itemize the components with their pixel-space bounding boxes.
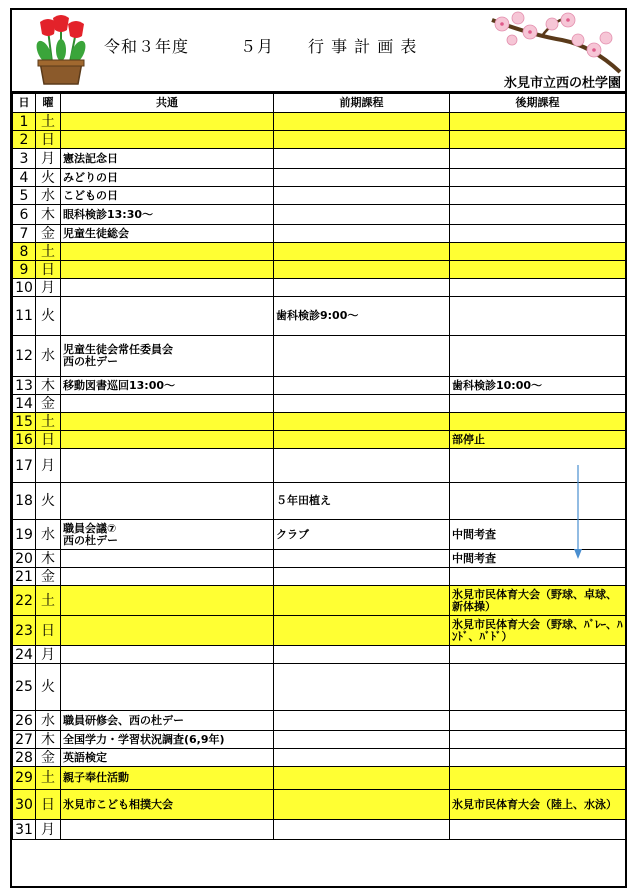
day-cell: 6 (13, 205, 36, 225)
day-cell: 1 (13, 113, 36, 131)
common-cell: みどりの日 (61, 169, 274, 187)
table-row (13, 790, 626, 820)
early-cell (274, 336, 450, 377)
weekday-cell: 土 (36, 413, 61, 431)
day-cell: 3 (13, 149, 36, 169)
common-cell (61, 297, 274, 336)
table-row (13, 731, 626, 749)
table-row (13, 395, 626, 413)
late-cell: 歯科検診10:00～ (450, 377, 626, 395)
table-row (13, 568, 626, 586)
day-cell: 2 (13, 131, 36, 149)
early-cell (274, 449, 450, 483)
sheet-header (12, 10, 625, 93)
day-cell: 11 (13, 297, 36, 336)
late-cell: 氷見市民体育大会（陸上、水泳） (450, 790, 626, 820)
early-cell (274, 731, 450, 749)
table-row (13, 664, 626, 711)
table-row (13, 767, 626, 790)
late-cell (450, 187, 626, 205)
table-row (13, 820, 626, 840)
table-row (13, 431, 626, 449)
day-cell: 12 (13, 336, 36, 377)
weekday-cell: 木 (36, 205, 61, 225)
table-row (13, 149, 626, 169)
day-cell: 27 (13, 731, 36, 749)
table-row (13, 749, 626, 767)
early-cell (274, 586, 450, 616)
page-title: 令和３年度 ５月 行 事 計 画 表 (104, 37, 418, 56)
early-cell: クラブ (274, 520, 450, 550)
common-cell (61, 568, 274, 586)
late-cell (450, 731, 626, 749)
weekday-cell: 土 (36, 586, 61, 616)
weekday-cell: 木 (36, 731, 61, 749)
table-row (13, 550, 626, 568)
early-cell (274, 113, 450, 131)
late-cell (450, 297, 626, 336)
weekday-cell: 金 (36, 568, 61, 586)
early-cell (274, 790, 450, 820)
table-row (13, 279, 626, 297)
table-header-row (13, 94, 626, 113)
table-row (13, 711, 626, 731)
common-cell (61, 664, 274, 711)
early-cell (274, 225, 450, 243)
col-weekday: 曜 (36, 94, 61, 113)
common-cell (61, 616, 274, 646)
early-cell (274, 820, 450, 840)
late-cell (450, 336, 626, 377)
table-row (13, 520, 626, 550)
day-cell: 23 (13, 616, 36, 646)
late-cell (450, 449, 626, 483)
day-cell: 14 (13, 395, 36, 413)
early-cell (274, 205, 450, 225)
weekday-cell: 火 (36, 483, 61, 520)
weekday-cell: 月 (36, 449, 61, 483)
table-row (13, 131, 626, 149)
early-cell (274, 131, 450, 149)
day-cell: 31 (13, 820, 36, 840)
weekday-cell: 日 (36, 790, 61, 820)
schedule-sheet (10, 8, 627, 888)
weekday-cell: 月 (36, 820, 61, 840)
weekday-cell: 日 (36, 261, 61, 279)
day-cell: 19 (13, 520, 36, 550)
early-cell (274, 169, 450, 187)
late-cell (450, 664, 626, 711)
early-cell (274, 664, 450, 711)
day-cell: 18 (13, 483, 36, 520)
table-row (13, 449, 626, 483)
common-cell (61, 131, 274, 149)
common-cell: 英語検定 (61, 749, 274, 767)
weekday-cell: 火 (36, 664, 61, 711)
day-cell: 16 (13, 431, 36, 449)
weekday-cell: 水 (36, 520, 61, 550)
late-cell (450, 646, 626, 664)
common-cell: 親子奉仕活動 (61, 767, 274, 790)
table-row (13, 187, 626, 205)
early-cell (274, 568, 450, 586)
late-cell (450, 243, 626, 261)
common-cell: 全国学力・学習状況調査(6,9年) (61, 731, 274, 749)
common-cell: こどもの日 (61, 187, 274, 205)
late-cell: 中間考査 (450, 550, 626, 568)
early-cell (274, 187, 450, 205)
late-cell (450, 395, 626, 413)
common-cell: 眼科検診13:30～ (61, 205, 274, 225)
late-cell (450, 261, 626, 279)
day-cell: 21 (13, 568, 36, 586)
table-row (13, 646, 626, 664)
late-cell (450, 749, 626, 767)
day-cell: 8 (13, 243, 36, 261)
common-cell: 憲法記念日 (61, 149, 274, 169)
day-cell: 29 (13, 767, 36, 790)
table-row (13, 225, 626, 243)
weekday-cell: 火 (36, 297, 61, 336)
late-cell (450, 225, 626, 243)
table-row (13, 413, 626, 431)
weekday-cell: 金 (36, 395, 61, 413)
table-row (13, 261, 626, 279)
col-day: 日 (13, 94, 36, 113)
early-cell (274, 550, 450, 568)
early-cell (274, 243, 450, 261)
table-row (13, 113, 626, 131)
day-cell: 26 (13, 711, 36, 731)
table-row (13, 205, 626, 225)
weekday-cell: 土 (36, 113, 61, 131)
common-cell (61, 586, 274, 616)
day-cell: 17 (13, 449, 36, 483)
day-cell: 24 (13, 646, 36, 664)
day-cell: 15 (13, 413, 36, 431)
day-cell: 28 (13, 749, 36, 767)
late-cell (450, 820, 626, 840)
cherry-blossom-icon (482, 10, 622, 76)
weekday-cell: 日 (36, 131, 61, 149)
table-row (13, 169, 626, 187)
weekday-cell: 月 (36, 149, 61, 169)
late-cell (450, 413, 626, 431)
early-cell (274, 616, 450, 646)
common-cell: 氷見市こども相撲大会 (61, 790, 274, 820)
early-cell (274, 149, 450, 169)
late-cell (450, 568, 626, 586)
weekday-cell: 月 (36, 279, 61, 297)
table-row (13, 586, 626, 616)
table-row (13, 336, 626, 377)
early-cell: ５年田植え (274, 483, 450, 520)
col-common: 共通 (61, 94, 274, 113)
day-cell: 4 (13, 169, 36, 187)
early-cell: 歯科検診9:00～ (274, 297, 450, 336)
common-cell (61, 550, 274, 568)
common-cell: 職員研修会、西の杜デー (61, 711, 274, 731)
common-cell: 児童生徒会常任委員会 西の杜デー (61, 336, 274, 377)
common-cell (61, 449, 274, 483)
late-cell: 氷見市民体育大会（野球、卓球、新体操） (450, 586, 626, 616)
weekday-cell: 水 (36, 187, 61, 205)
day-cell: 10 (13, 279, 36, 297)
early-cell (274, 395, 450, 413)
early-cell (274, 749, 450, 767)
weekday-cell: 月 (36, 646, 61, 664)
weekday-cell: 日 (36, 431, 61, 449)
common-cell (61, 413, 274, 431)
table-row (13, 297, 626, 336)
late-cell (450, 169, 626, 187)
weekday-cell: 水 (36, 711, 61, 731)
early-cell (274, 413, 450, 431)
late-cell (450, 767, 626, 790)
weekday-cell: 日 (36, 616, 61, 646)
table-row (13, 616, 626, 646)
early-cell (274, 377, 450, 395)
common-cell (61, 431, 274, 449)
tulip-pot-icon (26, 12, 96, 92)
common-cell (61, 483, 274, 520)
day-cell: 25 (13, 664, 36, 711)
late-cell (450, 205, 626, 225)
day-cell: 5 (13, 187, 36, 205)
late-cell: 部停止 (450, 431, 626, 449)
common-cell (61, 395, 274, 413)
early-cell (274, 711, 450, 731)
day-cell: 20 (13, 550, 36, 568)
schedule-table (12, 93, 626, 840)
arrow-down-icon (572, 465, 584, 561)
late-cell (450, 131, 626, 149)
weekday-cell: 金 (36, 749, 61, 767)
common-cell (61, 279, 274, 297)
early-cell (274, 279, 450, 297)
day-cell: 13 (13, 377, 36, 395)
weekday-cell: 木 (36, 550, 61, 568)
table-row (13, 243, 626, 261)
common-cell (61, 646, 274, 664)
day-cell: 7 (13, 225, 36, 243)
weekday-cell: 水 (36, 336, 61, 377)
late-cell (450, 711, 626, 731)
weekday-cell: 土 (36, 243, 61, 261)
school-name: 氷見市立西の杜学園 (503, 76, 621, 91)
late-cell (450, 279, 626, 297)
late-cell: 中間考査 (450, 520, 626, 550)
weekday-cell: 火 (36, 169, 61, 187)
early-cell (274, 431, 450, 449)
day-cell: 30 (13, 790, 36, 820)
table-row (13, 483, 626, 520)
common-cell (61, 820, 274, 840)
day-cell: 9 (13, 261, 36, 279)
common-cell (61, 261, 274, 279)
weekday-cell: 金 (36, 225, 61, 243)
weekday-cell: 土 (36, 767, 61, 790)
early-cell (274, 261, 450, 279)
late-cell (450, 483, 626, 520)
table-row (13, 377, 626, 395)
common-cell: 児童生徒総会 (61, 225, 274, 243)
weekday-cell: 木 (36, 377, 61, 395)
early-cell (274, 767, 450, 790)
late-cell (450, 113, 626, 131)
late-cell (450, 149, 626, 169)
col-late: 後期課程 (450, 94, 626, 113)
col-early: 前期課程 (274, 94, 450, 113)
day-cell: 22 (13, 586, 36, 616)
common-cell: 移動図書巡回13:00～ (61, 377, 274, 395)
common-cell (61, 243, 274, 261)
late-cell: 氷見市民体育大会（野球、ﾊﾞﾚｰ、ﾊﾝﾄﾞ、ﾊﾞﾄﾞ） (450, 616, 626, 646)
common-cell: 職員会議⑦ 西の杜デー (61, 520, 274, 550)
common-cell (61, 113, 274, 131)
early-cell (274, 646, 450, 664)
